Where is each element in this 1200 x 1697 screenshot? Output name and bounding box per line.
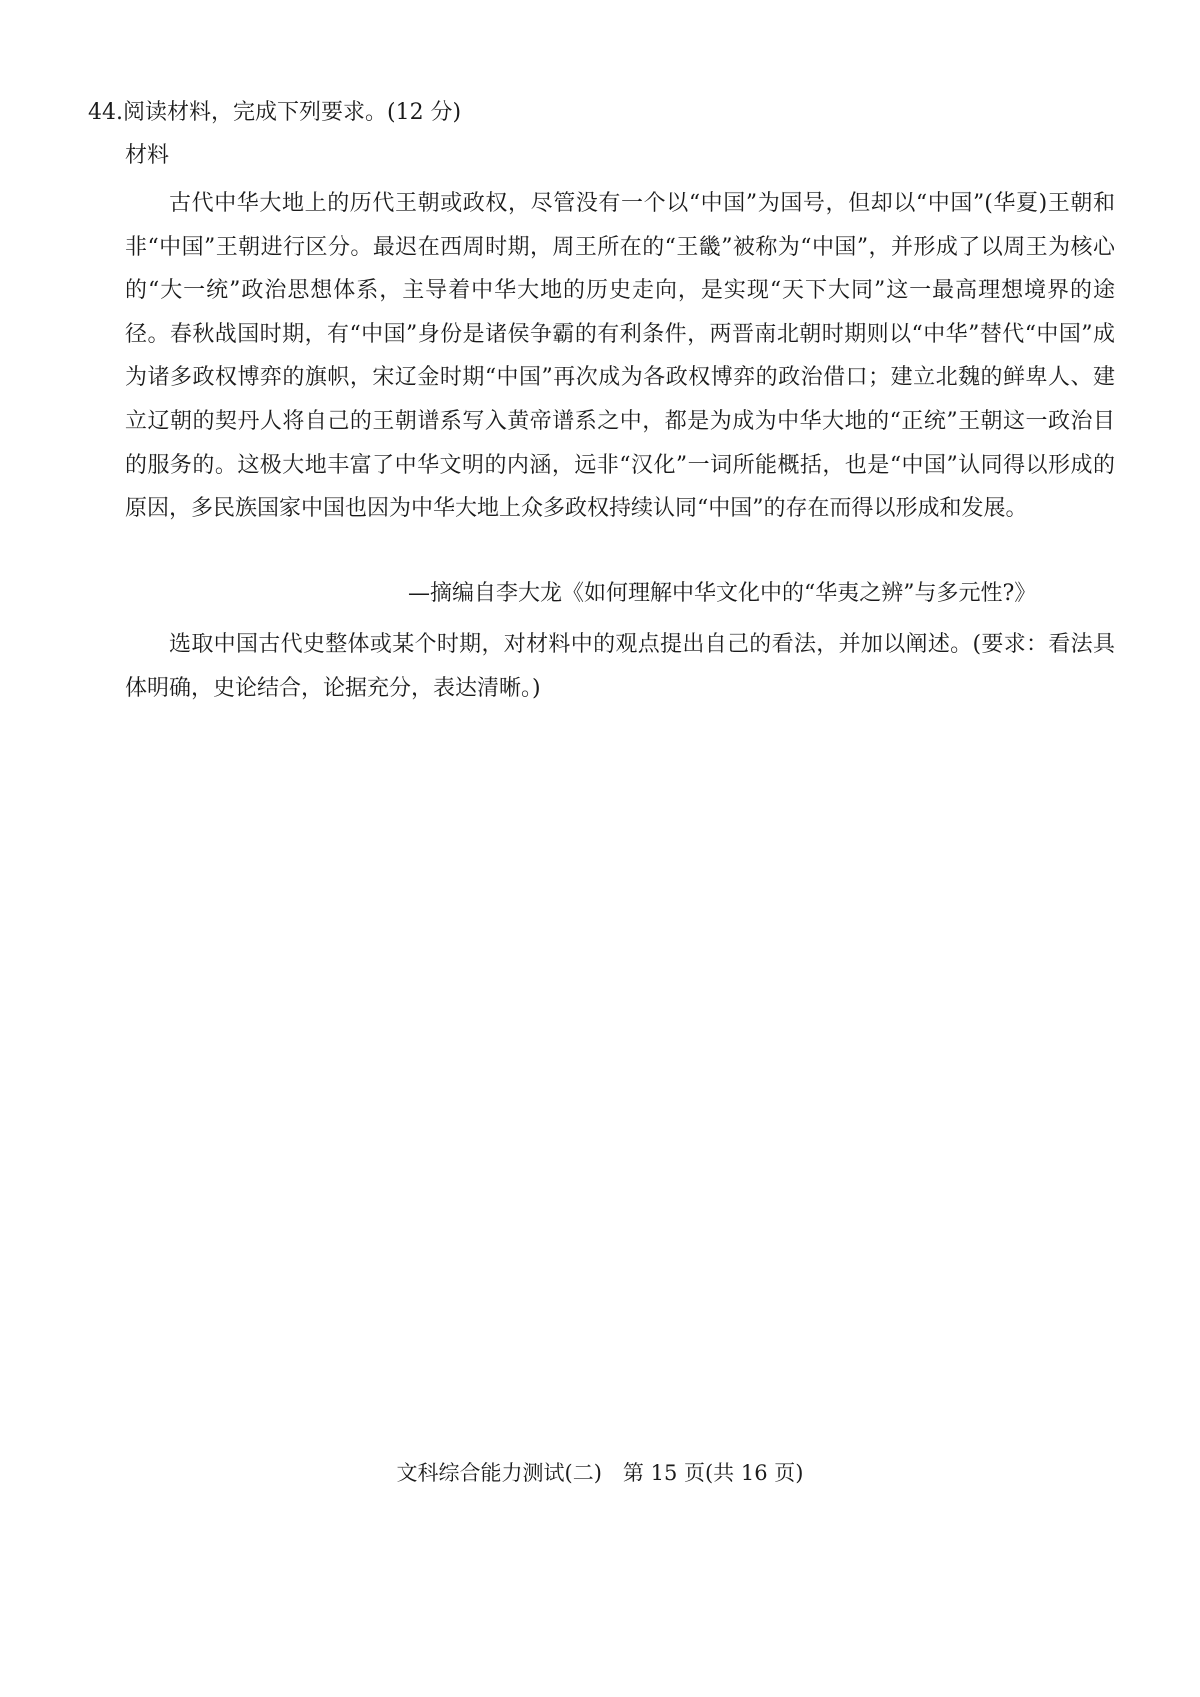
- material-text: 古代中华大地上的历代王朝或政权，尽管没有一个以“中国”为国号，但却以“中国”(华夏)王朝和非“中国”王朝进行区分。最迟在西周时期，周王所在的“王畿”被称为“中国”，并形成了以周王为核心的“大一统”政治思想体系，主导着中华大地的历史走向，是实现“天下大同”这一最高理想境界的途径。春秋战国时期，有“中国”身份是诸侯争霸的有利条件，两晋南北朝时期则以“中华”替代“中国”成为诸多政权博弈的旗帜，宋辽金时期“中国”再次成为各政权博弈的政治借口；建立北魏的鲜卑人、建立辽朝的契丹人将自己的王朝谱系写入黄帝谱系之中，都是为成为中华大地的“正统”王朝这一政治目的服务的。这极大地丰富了中华文明的内涵，远非“汉化”一词所能概括，也是“中国”认同得以形成的原因，多民族国家中国也因为中华大地上众多政权持续认同“中国”的存在而得以形成和发展。: [125, 191, 1115, 522]
- page-footer: 文科综合能力测试(二) 第 15 页(共 16 页): [396, 1461, 804, 1485]
- material-label: 材料: [125, 143, 170, 168]
- source-citation: —摘编自李大龙《如何理解中华文化中的“华夷之辨”与多元性?》: [408, 581, 1037, 606]
- task-instruction: 选取中国古代史整体或某个时期，对材料中的观点提出自己的看法，并加以阐述。(要求：看法具体明确，史论结合，论据充分，表达清晰。): [125, 632, 1115, 701]
- question-header: 44.阅读材料，完成下列要求。(12 分): [88, 100, 462, 125]
